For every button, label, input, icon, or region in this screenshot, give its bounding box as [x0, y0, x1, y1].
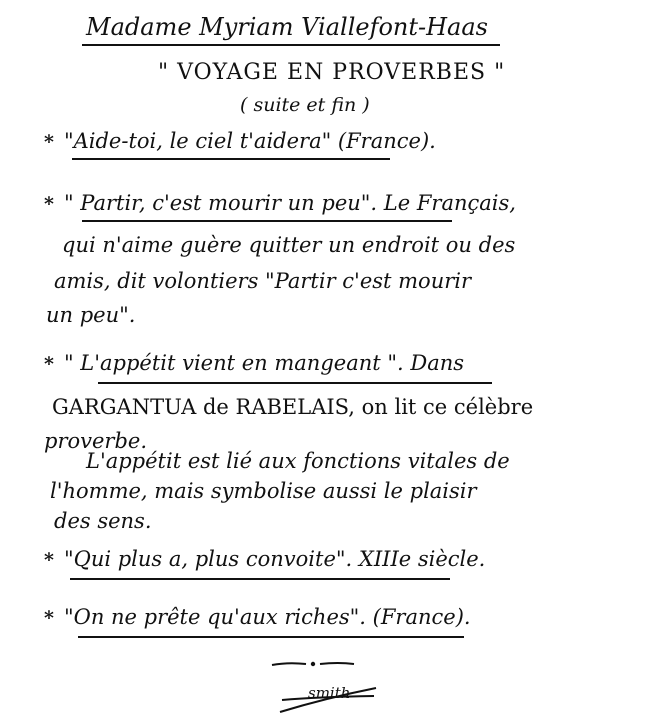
proverb-entry [44, 128, 436, 155]
entry-line: " L'appétit vient en mangeant ". Dans [63, 351, 465, 375]
proverb-underline [72, 158, 390, 160]
bullet-star: * [44, 353, 54, 375]
entry-line: "Aide-toi, le ciel t'aidera" (France). [63, 129, 436, 153]
bullet-star: * [44, 131, 54, 153]
signature: smith [308, 684, 351, 702]
article-subtitle: ( suite et fin ) [240, 94, 370, 116]
entry-line: "Qui plus a, plus convoite". XIIIe siècle. [63, 547, 486, 571]
entry-line: qui n'aime guère quitter un endroit ou des [62, 233, 516, 257]
author-name: Madame Myriam Viallefont-Haas [86, 13, 488, 41]
entry-line: un peu". [46, 303, 136, 327]
bullet-star: * [44, 193, 54, 215]
proverb-entry [44, 604, 471, 631]
bullet-star: * [44, 549, 54, 571]
entry-line: GARGANTUA de RABELAIS, on lit ce célèbre [52, 395, 534, 419]
entry-line: L'appétit est lié aux fonctions vitales de [86, 449, 510, 473]
entry-line: proverbe. [44, 429, 148, 453]
author-underline [82, 44, 500, 46]
proverb-entry [44, 350, 464, 377]
entry-line: " Partir, c'est mourir un peu". Le Français, [63, 191, 516, 215]
proverb-underline [78, 636, 464, 638]
bullet-star: * [44, 607, 54, 629]
entry-line: des sens. [54, 509, 152, 533]
entry-line: amis, dit volontiers "Partir c'est mourir [54, 269, 472, 293]
proverb-underline [70, 578, 450, 580]
proverb-underline [82, 220, 452, 222]
closing-ornament [268, 656, 358, 672]
article-title: " VOYAGE EN PROVERBES " [158, 60, 506, 85]
proverb-underline [98, 382, 492, 384]
proverb-entry [44, 546, 485, 573]
entry-line: "On ne prête qu'aux riches". (France). [63, 605, 471, 629]
entry-line: l'homme, mais symbolise aussi le plaisir [50, 479, 477, 503]
signature-flourish [276, 684, 382, 714]
proverb-entry [44, 190, 516, 217]
